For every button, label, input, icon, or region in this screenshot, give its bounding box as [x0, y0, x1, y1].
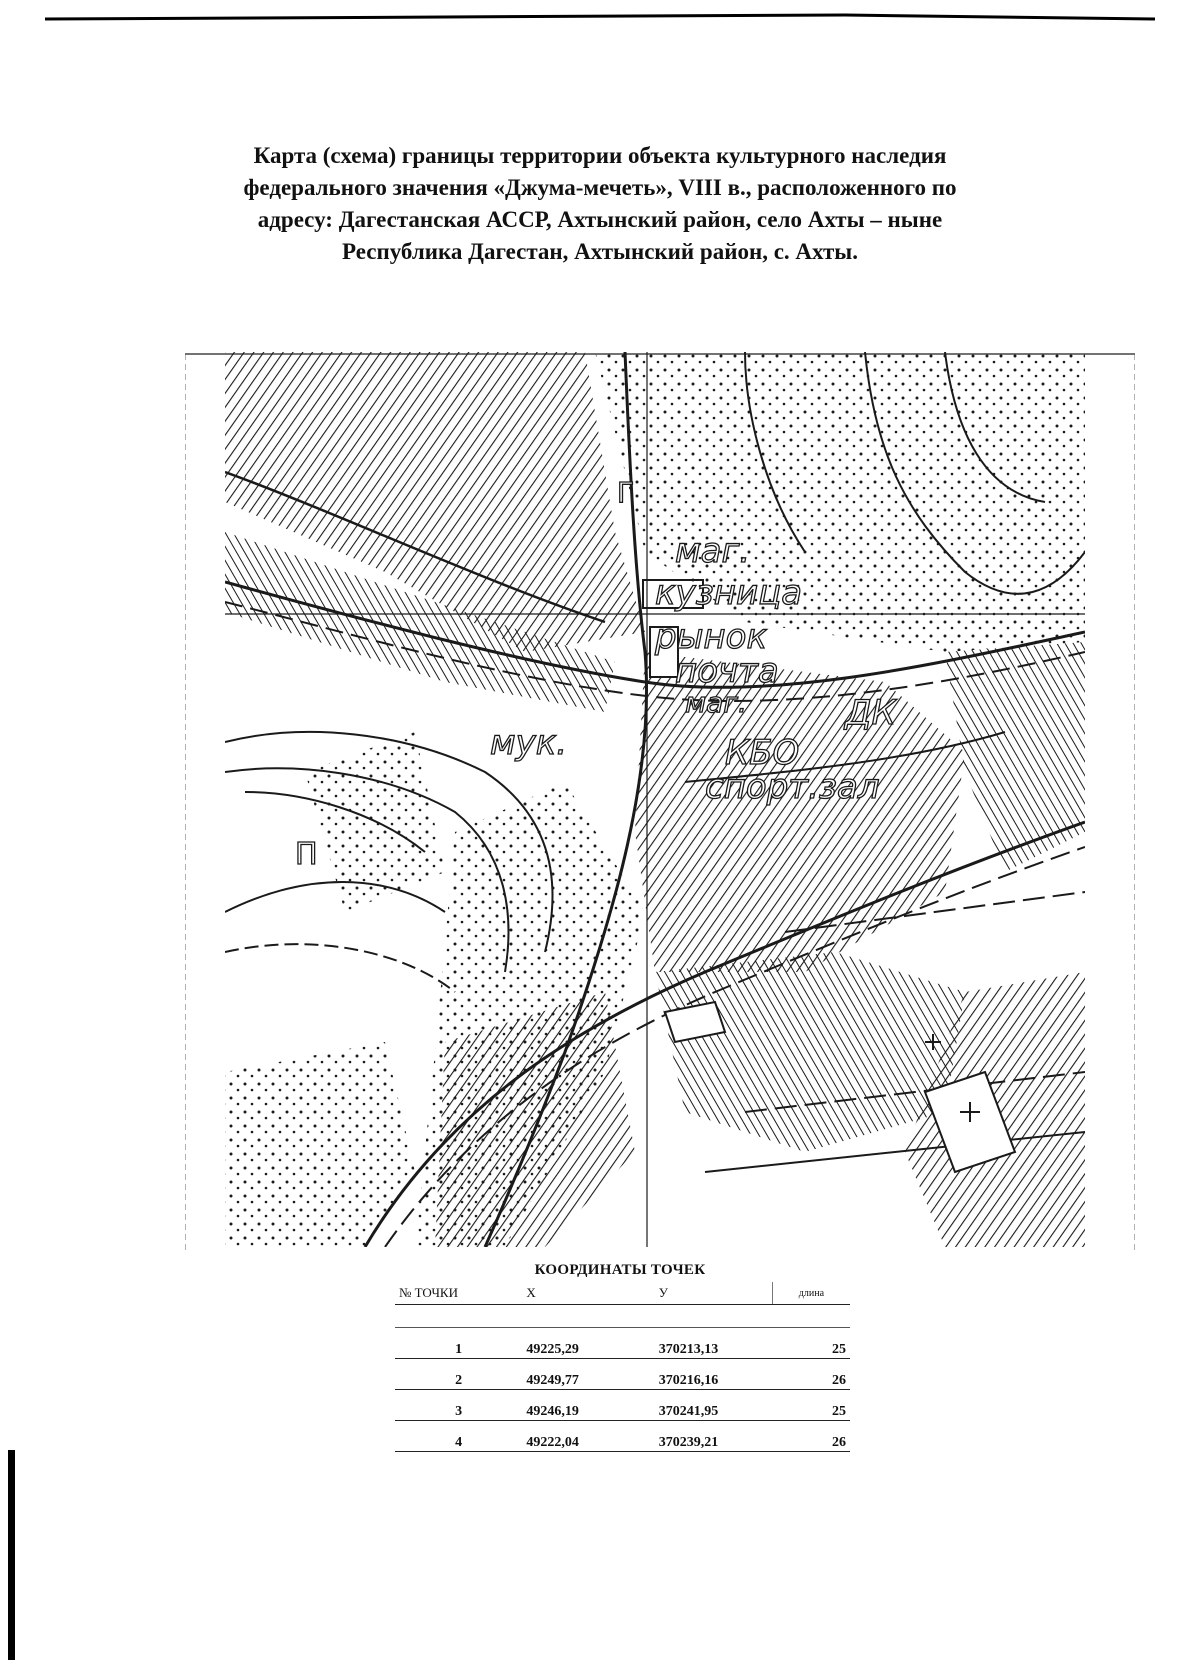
- map-label-g: Г: [617, 476, 635, 509]
- header-point-number: № ТОЧКИ: [395, 1282, 522, 1305]
- cell-y: 370216,16: [655, 1359, 773, 1390]
- map-label-muk: мук.: [490, 723, 568, 763]
- header-x: X: [522, 1282, 654, 1305]
- map-drawing: [185, 352, 1135, 1262]
- map-label-sportzal: спорт.зал: [705, 767, 880, 807]
- coordinates-title: КООРДИНАТЫ ТОЧЕК: [534, 1262, 706, 1278]
- cell-point-number: 4: [395, 1421, 522, 1452]
- cell-length: 26: [772, 1359, 850, 1390]
- title-line-3: адресу: Дагестанская АССР, Ахтынский район, село Ахты – ныне: [257, 207, 943, 232]
- cell-x: 49222,04: [522, 1421, 654, 1452]
- cell-length: 26: [772, 1421, 850, 1452]
- cell-x: 49246,19: [522, 1390, 654, 1421]
- map-label-rynok: рынок: [655, 617, 767, 657]
- map-label-pochta: почта: [675, 651, 779, 691]
- cell-x: 49225,29: [522, 1328, 654, 1359]
- cell-point-number: 3: [395, 1390, 522, 1421]
- map-label-dk: ДК: [845, 693, 896, 733]
- table-row: [395, 1421, 850, 1452]
- top-scan-rule: [45, 13, 1155, 23]
- title-line-1: Карта (схема) границы территории объекта культурного наследия: [253, 143, 947, 168]
- cell-x: 49249,77: [522, 1359, 654, 1390]
- map-label-kuznitsa: кузница: [655, 573, 803, 613]
- cell-point-number: 1: [395, 1328, 522, 1359]
- map-label-mag-2: маг.: [685, 686, 747, 719]
- table-spacer-row: [395, 1305, 850, 1328]
- title-line-4: Республика Дагестан, Ахтынский район, с. Ахты.: [342, 239, 858, 264]
- document-title: [210, 140, 990, 268]
- title-line-2: федерального значения «Джума-мечеть», VIII в., расположенного по: [243, 175, 957, 200]
- cell-length: 25: [772, 1390, 850, 1421]
- table-row: [395, 1390, 850, 1421]
- map-scheme: [185, 352, 1135, 1262]
- map-label-mag-1: маг.: [675, 531, 751, 571]
- cell-y: 370213,13: [655, 1328, 773, 1359]
- map-label-p: П: [295, 837, 318, 872]
- table-row: [395, 1328, 850, 1359]
- map-label-kbo: КБО: [725, 733, 800, 773]
- cell-point-number: 2: [395, 1359, 522, 1390]
- table-row: [395, 1359, 850, 1390]
- cell-y: 370239,21: [655, 1421, 773, 1452]
- header-y: У: [655, 1282, 773, 1305]
- coordinates-table: [395, 1282, 850, 1452]
- cell-y: 370241,95: [655, 1390, 773, 1421]
- cell-length: 25: [772, 1328, 850, 1359]
- table-header-row: [395, 1282, 850, 1305]
- scan-edge-mark: [8, 1450, 15, 1660]
- header-length: длина: [772, 1282, 850, 1305]
